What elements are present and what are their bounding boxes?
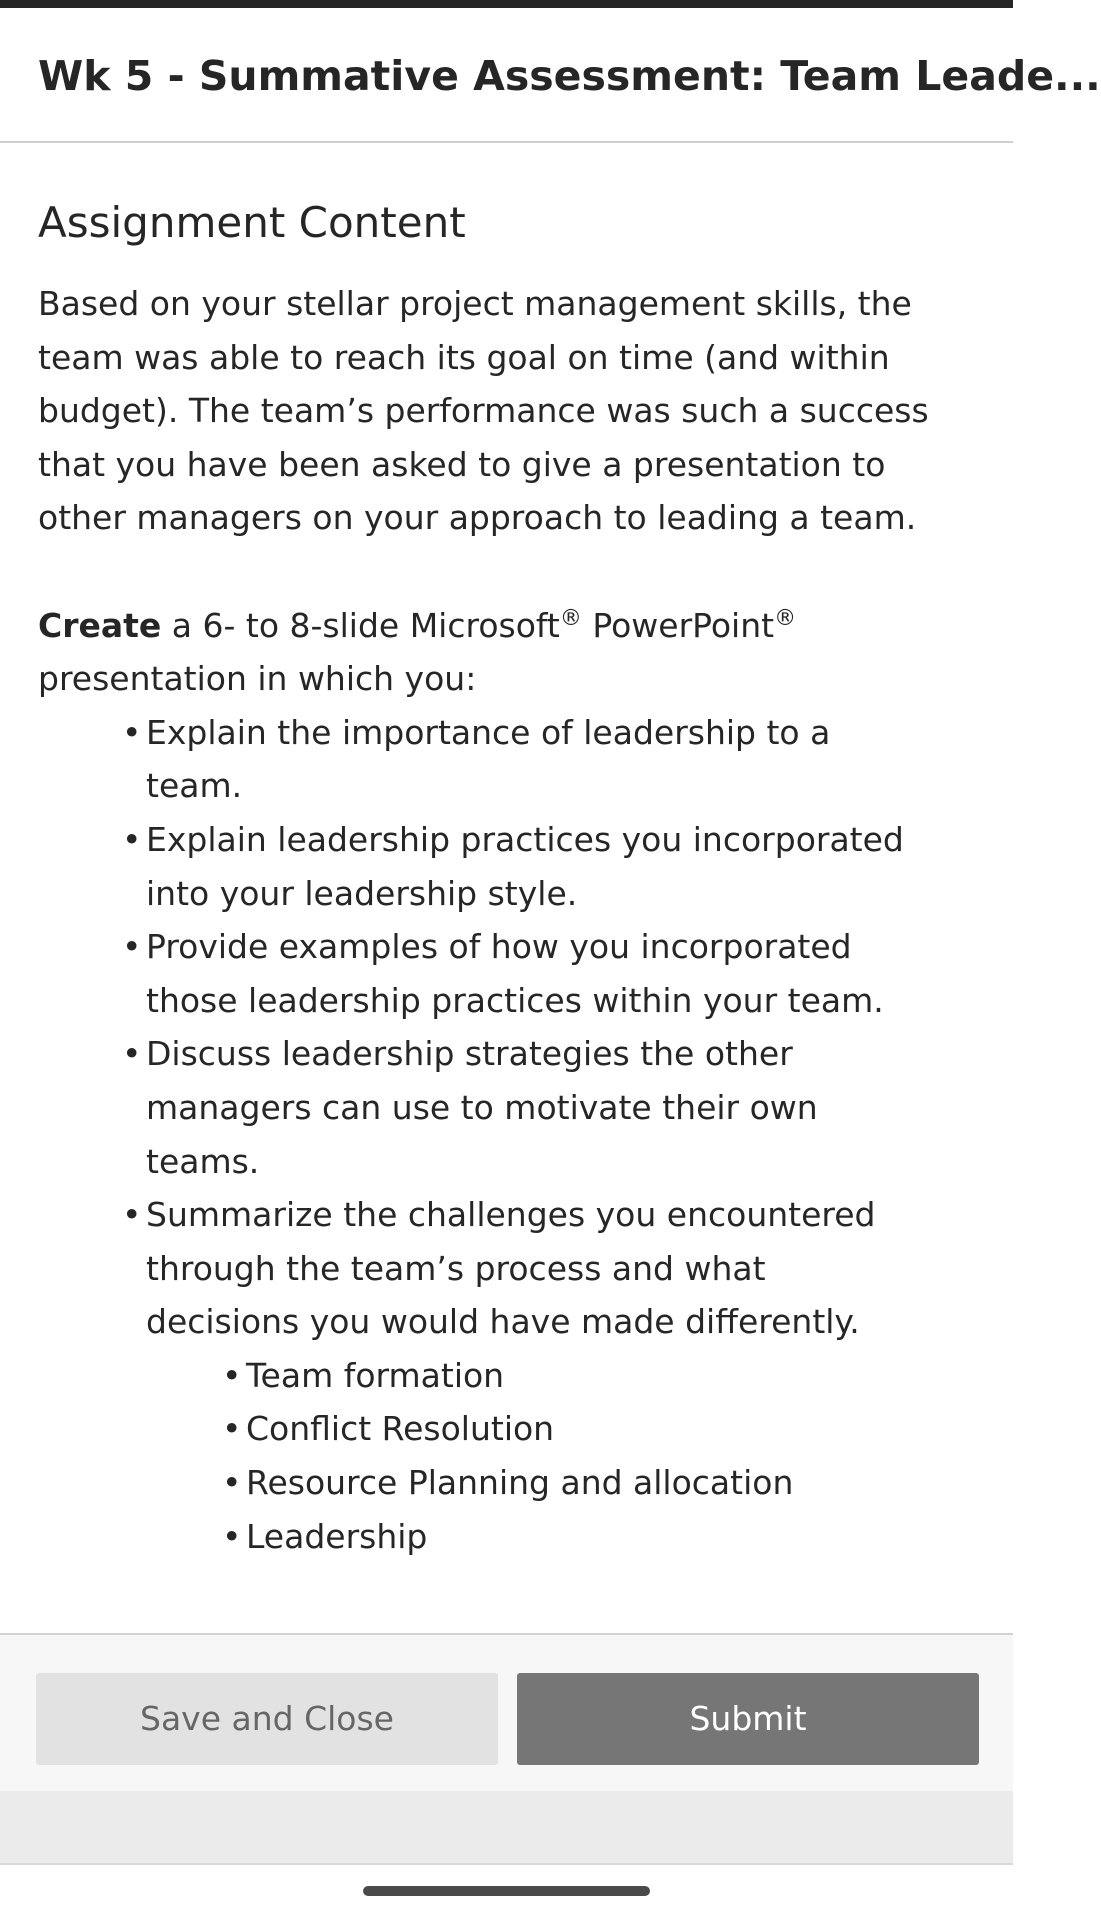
registered-mark-2: ® xyxy=(774,605,797,631)
sub-list-item: • Leadership xyxy=(246,1510,916,1564)
top-status-bar xyxy=(0,0,1013,8)
requirements-list xyxy=(38,706,916,1564)
sub-list-item: • Conflict Resolution xyxy=(246,1402,916,1456)
page-title: Wk 5 - Summative Assessment: Team Leade... xyxy=(38,52,1101,100)
submit-button[interactable]: Submit xyxy=(517,1673,979,1765)
list-item-text: Summarize the challenges you encountered through the team’s process and what decisions you would have made differently. xyxy=(146,1195,876,1342)
bottom-strip xyxy=(0,1791,1013,1865)
create-paragraph xyxy=(38,599,978,706)
home-indicator[interactable] xyxy=(363,1886,650,1896)
section-heading: Assignment Content xyxy=(38,198,466,247)
create-text-1: a 6- to 8-slide Microsoft xyxy=(161,605,560,645)
intro-paragraph: Based on your stellar project management skills, the team was able to reach its goal on time (and within budget). The team’s performance was such a success that you have been asked to give a presentation to other managers on your approach to leading a team. xyxy=(38,284,929,538)
create-text-3: presentation in which you: xyxy=(38,659,477,699)
list-item: • Discuss leadership strategies the other managers can use to motivate their own teams. xyxy=(146,1027,916,1188)
challenges-sublist xyxy=(146,1349,916,1563)
list-item: • Explain leadership practices you incorporated into your leadership style. xyxy=(146,813,916,920)
sub-list-item: • Resource Planning and allocation xyxy=(246,1456,916,1510)
sub-list-item: • Team formation xyxy=(246,1349,916,1403)
list-item: • Explain the importance of leadership to a team. xyxy=(146,706,916,813)
page-header xyxy=(0,8,1101,143)
save-and-close-button[interactable]: Save and Close xyxy=(36,1673,498,1765)
action-footer xyxy=(0,1633,1013,1791)
assignment-content xyxy=(38,143,978,1563)
list-item xyxy=(146,1188,916,1563)
list-item: • Provide examples of how you incorporated those leadership practices within your team. xyxy=(146,920,916,1027)
create-text-2: PowerPoint xyxy=(581,605,775,645)
create-bold: Create xyxy=(38,605,162,645)
registered-mark-1: ® xyxy=(559,605,582,631)
